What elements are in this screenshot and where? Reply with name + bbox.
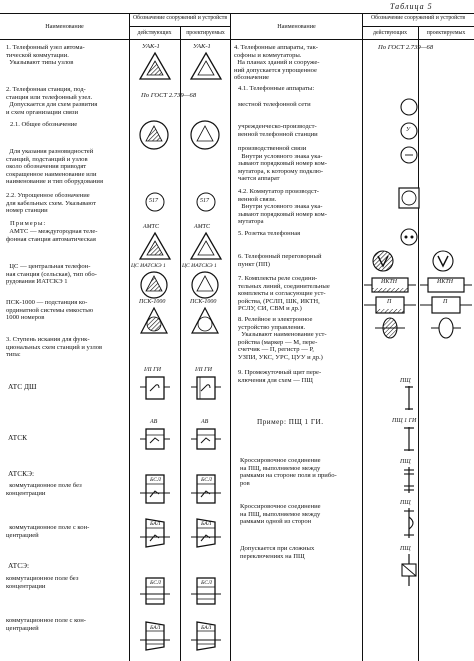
row-6-text: 6. Телефонный переговорный пункт (ПП) xyxy=(238,253,322,268)
atse-label: АТСЭ: xyxy=(8,561,30,570)
station-number-existing: 517 xyxy=(149,198,158,204)
row-4-1-b-text: учрежденческо-производст- венной телефонной станции xyxy=(238,123,318,138)
header-rule xyxy=(0,39,474,40)
atsk-sym-label-existing: АВ xyxy=(150,419,158,425)
e-bsl-label-designed: БСЛ xyxy=(201,580,212,586)
row-2-text: 2. Телефонная станция, под- станция или телефонный узел. Допускается для схем развития и схем организации связи xyxy=(6,86,98,116)
circle-triangle-icon xyxy=(191,307,219,335)
circle-triangle-hatched-icon xyxy=(140,307,168,335)
uak-label-designed: УАК-1 xyxy=(193,43,211,50)
office-telephone-letter: У xyxy=(406,127,411,133)
example-psk-text: ПСК-1000 — подстанция ко- ординатной системы емкостью 1000 номеров xyxy=(6,299,94,322)
row-2-2-text: 2.2. Упрощенное обозначение для кабельных схем. Указывают номер станции xyxy=(6,192,96,215)
cross-2-text: Кроссировочное соединение на ПЩ, выполняемое между рамками одной из сторон xyxy=(240,503,321,526)
circle-hatched-icon xyxy=(140,271,168,299)
electronic-concentrator-icon xyxy=(140,620,170,652)
table-title: Таблица 5 xyxy=(390,2,433,11)
right-group-rule xyxy=(362,26,474,27)
cross-connection-field-icon xyxy=(401,467,417,493)
header-group-right: Обозначение сооружений и устройств xyxy=(370,15,466,21)
switchboard-icon xyxy=(397,186,421,210)
bsl-label-existing: БСЛ xyxy=(150,477,161,483)
header-group-left: Обозначение сооружений и устройств xyxy=(132,15,228,21)
switching-field-icon xyxy=(140,473,170,505)
right-name-divider xyxy=(362,13,363,661)
pshch-cross-2-label: ПЩ xyxy=(400,500,411,506)
row-2-1-note: Для указания разновидностей станций, подстанций и узлов около обозначения приводят сокращенное наименование или наименование и тип оборудования xyxy=(6,148,103,186)
field-no-conc-text: коммутационное поле без концентрации xyxy=(6,482,82,497)
atske-label: АТСКЭ: xyxy=(8,469,35,478)
gost-reference-right: По ГОСТ 2.739—68 xyxy=(378,44,434,51)
panel-gi-icon xyxy=(403,427,415,451)
call-point-icon xyxy=(432,250,454,272)
bal-label-existing: БАЛ xyxy=(150,521,161,527)
left-group-rule xyxy=(129,26,231,27)
complex-switching-icon xyxy=(398,554,420,586)
middle-divider xyxy=(230,13,231,661)
cs-label-existing: ЦС ИАТСКЭ 1 xyxy=(131,263,166,269)
left-sym-divider xyxy=(180,26,181,661)
triangle-icon xyxy=(190,52,222,80)
atsk-label: АТСК xyxy=(8,433,28,442)
station-number-designed: 517 xyxy=(200,198,209,204)
e-field-conc-text: коммутационное поле с кон- центрацией xyxy=(6,617,87,632)
e-bal-label-designed: БАЛ xyxy=(201,625,212,631)
intermediate-panel-icon xyxy=(403,386,415,410)
header-designed-left: проектируемых xyxy=(186,30,225,36)
iktn-label-existing: ИКТН xyxy=(381,279,397,285)
electronic-device-hatched-icon xyxy=(375,317,405,339)
telephone-socket-icon xyxy=(400,228,418,246)
row-4-1-c-text: производственной связи Внутри условного знака ука- зывают порядковый номер ком- мутатора, к которому подклю- чается аппарат xyxy=(238,145,327,183)
pshch-label: ПЩ xyxy=(400,378,411,384)
amts-label-designed: АМТС xyxy=(194,224,211,230)
atsdsh-sym-label-existing: I/II ГИ xyxy=(144,367,161,373)
atsk-sym-label-designed: АВ xyxy=(201,419,209,425)
circle-triangle-icon xyxy=(190,120,220,150)
triangle-hatched-icon xyxy=(139,52,171,80)
device-label-existing: П xyxy=(387,299,392,305)
field-conc-text: коммутационное поле с кон- центрацией xyxy=(6,524,90,539)
header-existing-left: действующих xyxy=(137,30,172,36)
header-designed-right: проектируемых xyxy=(426,30,466,36)
psk-label-designed: ПСК-1000 xyxy=(190,299,217,305)
bsl-label-designed: БСЛ xyxy=(201,477,212,483)
coordinate-switch-designed-icon xyxy=(191,427,221,451)
electronic-device-icon xyxy=(431,317,461,339)
concentrator-field-icon xyxy=(140,517,170,549)
device-label-designed: П xyxy=(443,299,448,305)
row-2-1-text: 2.1. Общее обозначение xyxy=(10,121,78,128)
triangle-hatched-icon xyxy=(139,232,171,260)
pshch-gi-label: ПЩ 1 ГИ xyxy=(392,418,417,424)
example-pshch-text: Пример: ПЩ 1 ГИ. xyxy=(257,418,324,426)
production-telephone-icon xyxy=(400,146,418,164)
gost-reference-left: По ГОСТ 2.739—68 xyxy=(141,92,197,99)
row-8-text: 8. Релейное и электронное устройство управления. Указывают наименование уст- ройства (маркер — М, пере- счетчик — П, регистр — Р, УЗПИ, УКС, УРС, ЦУУ и др.) xyxy=(238,316,327,361)
pshch-cross-3-label: ПЩ xyxy=(400,546,411,552)
triangle-icon xyxy=(190,232,222,260)
iktn-label-designed: ИКТН xyxy=(437,279,453,285)
electronic-concentrator-designed-icon xyxy=(191,620,221,652)
step-search-icon xyxy=(140,375,170,401)
row-4-text: 4. Телефонные аппараты, так- софоны и коммутаторы. На планах зданий и сооруже- ний допускается упрощенное обозначение xyxy=(234,44,320,82)
concentrator-field-designed-icon xyxy=(191,517,221,549)
step-search-designed-icon xyxy=(191,375,221,401)
row-5-text: 5. Розетка телефонная xyxy=(238,230,301,237)
atsdsh-sym-label-designed: I/II ГИ xyxy=(195,367,212,373)
row-3-text: 3. Ступень искания для функ- циональных схем станций и узлов типа: xyxy=(6,336,103,359)
uak-label-existing: УАК-1 xyxy=(142,43,160,50)
call-point-hatched-icon xyxy=(372,250,394,272)
atsdsh-label: АТС ДШ xyxy=(8,382,37,391)
e-bsl-label-existing: БСЛ xyxy=(150,580,161,586)
cs-label-designed: ЦС ИАТСКЭ 1 xyxy=(182,263,217,269)
row-4-1-text: 4.1. Телефонные аппараты: xyxy=(238,85,315,92)
row-4-1-a-text: местной телефонной сети xyxy=(238,101,311,108)
examples-title: Примеры: xyxy=(10,220,47,227)
row-4-2-text: 4.2. Коммутатор производст- венной связи. Внутри условного знака ука- зывают порядковый номер ком- мутатора xyxy=(238,188,327,226)
cross-1-text: Кроссировочное соединение на ПЩ, выполняемое между рамками на стороне поля и прибо- ров xyxy=(240,457,337,487)
top-rule xyxy=(0,13,474,14)
e-bal-label-existing: БАЛ xyxy=(150,625,161,631)
header-name-left: Наименование xyxy=(45,23,84,30)
cross-3-text: Допускается при сложных переключениях на ПЩ xyxy=(240,545,315,560)
electronic-field-designed-icon xyxy=(191,576,221,606)
header-existing-right: действующих xyxy=(373,30,407,36)
psk-label-existing: ПСК-1000 xyxy=(139,299,166,305)
left-name-divider xyxy=(129,13,130,661)
switching-field-designed-icon xyxy=(191,473,221,505)
circle-triangle-icon xyxy=(191,271,219,299)
example-amts-text: АМТС — междугородная теле- фонная станция автоматическая xyxy=(6,228,98,243)
circle-hatched-icon xyxy=(139,120,169,150)
example-cs-text: ЦС — центральная телефон- ная станция (сельская), тип обо- рудования ИАТСКЭ 1 xyxy=(6,263,97,286)
coordinate-switch-icon xyxy=(140,427,170,451)
telephone-circle-icon xyxy=(400,98,418,116)
bal-label-designed: БАЛ xyxy=(201,521,212,527)
row-1-text: 1. Телефонный узел автома- тической коммутации. Указывают типы узлов xyxy=(6,44,85,67)
row-9-text: 9. Промежуточный щит пере- ключения для схем — ПЩ xyxy=(238,369,322,384)
amts-label-existing: АМТС xyxy=(143,224,160,230)
row-7-text: 7. Комплекты реле соедини- тельных линий, соединительные комплекты и согласующие уст- ройства, (РСЛП, ШК, ИКТН, РСЛУ, СИ, СВМ и др.) xyxy=(238,275,330,313)
header-name-right: Наименование xyxy=(277,23,316,30)
pshch-cross-1-label: ПЩ xyxy=(400,459,411,465)
e-field-no-conc-text: коммутационное поле без концентрации xyxy=(6,575,79,590)
electronic-field-icon xyxy=(140,576,170,606)
cross-connection-one-side-icon xyxy=(398,508,420,538)
